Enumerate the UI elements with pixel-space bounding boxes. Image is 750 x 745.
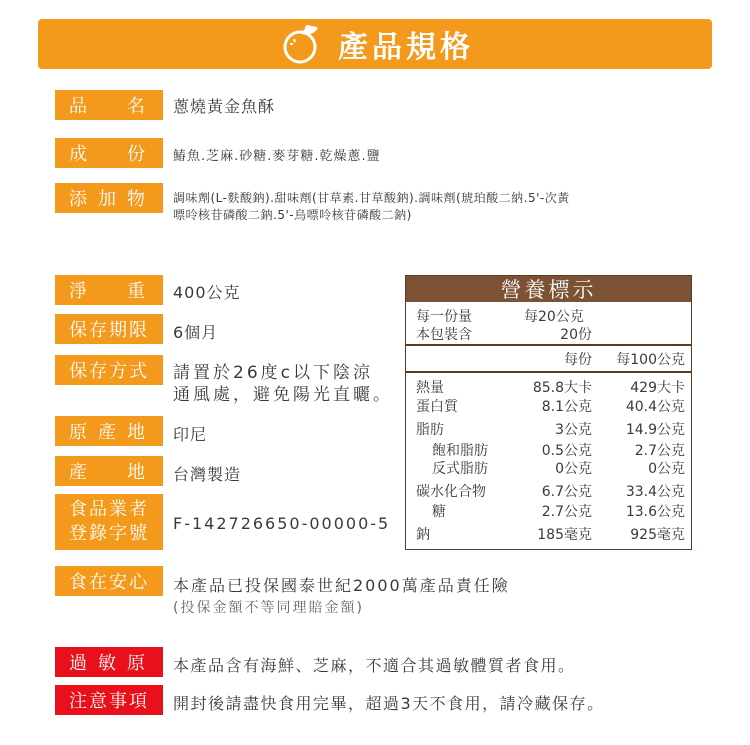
label-char: 份 [127, 144, 147, 165]
nutrient-name: 碳水化合物 [416, 484, 486, 500]
label-origin [55, 416, 163, 446]
label-storage [55, 355, 163, 385]
nutrient-name: 飽和脂肪 [432, 443, 488, 459]
serving-value: 每20公克 [524, 309, 584, 325]
header-bar [38, 19, 712, 69]
nutrient-per-serving: 85.8大卡 [532, 380, 592, 396]
storage-line1: 請置於26度c以下陰涼 [173, 363, 373, 383]
nutrient-name: 熱量 [416, 380, 444, 396]
nutrient-name: 蛋白質 [416, 399, 458, 415]
package-label: 本包裝含 [416, 327, 472, 343]
label-registration [55, 494, 163, 550]
label-char: 重 [127, 281, 147, 302]
label-char: 添 [69, 189, 89, 210]
nutrient-per-100g: 33.4公克 [625, 484, 685, 500]
nutrition-title: 營養標示 [406, 276, 691, 302]
label-char: 品 [69, 96, 89, 117]
label-char: 成 [69, 144, 89, 165]
label-net-weight [55, 275, 163, 305]
label-char: 物 [127, 189, 147, 210]
insurance-line1: 本產品已投保國泰世紀2000萬產品責任險 [173, 576, 510, 595]
label-char: 名 [127, 96, 147, 117]
label-product-name [55, 90, 163, 120]
nutrient-per-100g: 925毫克 [630, 527, 685, 543]
label-char: 產 [69, 462, 89, 483]
orange-fruit-icon [276, 19, 332, 69]
nutrient-per-serving: 2.7公克 [541, 504, 592, 520]
nutrient-per-100g: 40.4公克 [625, 399, 685, 415]
label-text: 保存方式 [69, 361, 149, 382]
additives-line1: 調味劑(L-麩酸鈉).甜味劑(甘草素.甘草酸鈉).調味劑(琥珀酸二納.5'-次黃 [173, 191, 570, 205]
insurance-line2: (投保金額不等同理賠金額) [173, 600, 364, 616]
package-value: 20份 [560, 327, 592, 343]
label-char: 產 [98, 422, 118, 443]
nutrient-per-serving: 185毫克 [537, 527, 592, 543]
nutrient-per-100g: 13.6公克 [625, 504, 685, 520]
origin-value: 印尼 [173, 425, 208, 444]
label-text: 注意事項 [69, 691, 149, 712]
nutrient-per-serving: 8.1公克 [541, 399, 592, 415]
registration-value: F-142726650-00000-5 [173, 514, 391, 533]
label-char: 地 [127, 422, 147, 443]
label-ingredients [55, 138, 163, 168]
nutrient-per-serving: 3公克 [555, 422, 592, 438]
serving-label: 每一份量 [416, 309, 472, 325]
label-allergen [55, 647, 163, 677]
label-char: 過 [69, 653, 89, 674]
label-char: 原 [127, 653, 147, 674]
nutrient-per-100g: 2.7公克 [634, 443, 685, 459]
label-text: 保存期限 [69, 320, 149, 341]
label-text: 食品業者 [69, 499, 149, 520]
storage-line2: 通風處，避免陽光直曬。 [173, 385, 393, 405]
page-title: 產品規格 [338, 30, 474, 65]
label-shelf-life [55, 314, 163, 344]
label-char: 加 [98, 189, 118, 210]
nutrient-per-serving: 0公克 [555, 461, 592, 477]
label-char: 原 [69, 422, 89, 443]
nutrient-per-100g: 429大卡 [630, 380, 685, 396]
caution-value: 開封後請盡快食用完畢，超過3天不食用，請冷藏保存。 [173, 694, 605, 713]
net-weight-value: 400公克 [173, 283, 241, 302]
label-caution [55, 685, 163, 715]
nutrient-per-100g: 14.9公克 [625, 422, 685, 438]
label-producer [55, 456, 163, 486]
label-insurance [55, 566, 163, 596]
nutrient-name: 反式脂肪 [432, 461, 488, 477]
ingredients-value: 鰆魚.芝麻.砂糖.麥芽糖.乾燥蔥.鹽 [173, 149, 381, 164]
label-char: 地 [127, 462, 147, 483]
nutrient-per-serving: 6.7公克 [541, 484, 592, 500]
shelf-life-value: 6個月 [173, 323, 219, 342]
label-char: 淨 [69, 281, 89, 302]
label-text: 食在安心 [69, 572, 149, 593]
label-additives [55, 183, 163, 213]
nutrient-name: 脂肪 [416, 422, 444, 438]
nutrient-name: 糖 [432, 504, 446, 520]
col-per-serving: 每份 [564, 352, 592, 368]
divider [406, 371, 691, 373]
nutrition-table [405, 275, 692, 550]
divider [406, 344, 691, 346]
allergen-value: 本產品含有海鮮、芝麻，不適合其過敏體質者食用。 [173, 656, 576, 675]
col-per-100g: 每100公克 [616, 352, 685, 368]
label-char: 敏 [98, 653, 118, 674]
label-text: 登錄字號 [69, 523, 149, 544]
nutrient-name: 鈉 [416, 527, 430, 543]
product-name-value: 蔥燒黃金魚酥 [173, 97, 276, 116]
nutrient-per-serving: 0.5公克 [541, 443, 592, 459]
nutrient-per-100g: 0公克 [648, 461, 685, 477]
producer-value: 台灣製造 [173, 465, 242, 484]
additives-line2: 嘌呤核苷磷酸二鈉.5'-烏嘌呤核苷磷酸二鈉) [173, 208, 412, 222]
